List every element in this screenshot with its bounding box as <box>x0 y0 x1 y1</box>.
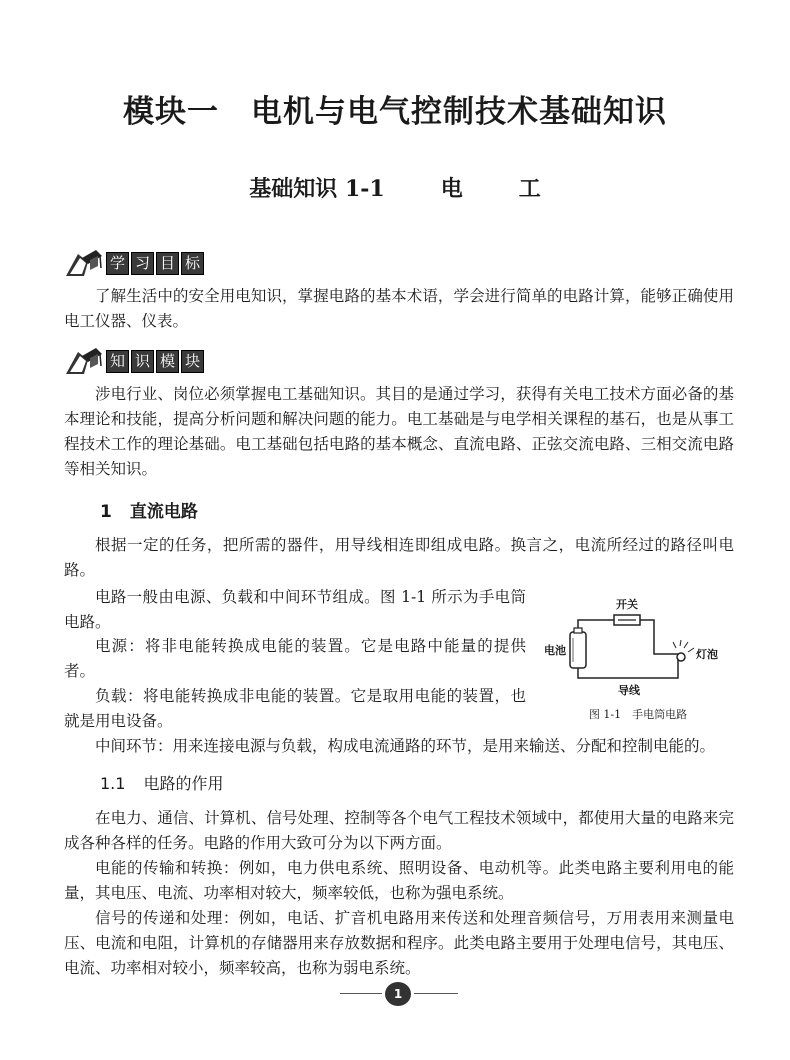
label-switch: 开关 <box>616 598 638 611</box>
dc-composition-paragraph: 电路一般由电源、负载和中间环节组成。图 1-1 所示为手电筒电路。 <box>64 588 526 631</box>
label-wire: 导线 <box>618 684 640 697</box>
badge-char: 块 <box>181 350 204 373</box>
badge-char: 标 <box>181 252 204 275</box>
badge-knowledge-module <box>64 346 206 376</box>
footer-rule-left <box>340 993 382 994</box>
heading-number: 1 <box>100 502 112 522</box>
figure-caption <box>538 706 738 722</box>
dc-source-paragraph: 电源：将非电能转换成电能的装置。它是电路中能量的提供者。 <box>64 637 526 680</box>
figure-flashlight-circuit <box>538 590 738 730</box>
book-cap-icon <box>64 248 104 278</box>
footer-rule-right <box>414 993 458 994</box>
heading-number: 1.1 <box>100 774 126 793</box>
book-cap-icon <box>64 346 104 376</box>
heading-circuit-role <box>100 771 223 794</box>
badge-char: 学 <box>106 252 129 275</box>
role-intro-paragraph: 在电力、通信、计算机、信号处理、控制等各个电气工程技术领域中，都使用大量的电路来完成各种各样的任务。电路的作用大致可分为以下两方面。 <box>64 809 734 852</box>
section-title <box>0 172 790 203</box>
section-name-b: 工 <box>518 176 541 202</box>
knowledge-paragraph: 涉电行业、岗位必须掌握电工基础知识。其目的是通过学习，获得有关电工技术方面必备的基本理论和技能，提高分析问题和解决问题的能力。电工基础是与电学相关课程的基石，也是从事工程技术工作的理论基础。电工基础包括电路的基本概念、直流电路、正弦交流电路、三相交流电路等相关知识。 <box>64 385 734 478</box>
dc-load-paragraph: 负载：将电能转换成非电能的装置。它是取用电能的装置，也就是用电设备。 <box>64 687 526 730</box>
badge-char: 习 <box>131 252 154 275</box>
module-title: 模块一 电机与电气控制技术基础知识 <box>123 94 667 130</box>
badge-char: 识 <box>131 350 154 373</box>
badge-char: 知 <box>106 350 129 373</box>
dc-intro-paragraph: 根据一定的任务，把所需的器件，用导线相连即组成电路。换言之，电流所经过的路径叫电路。 <box>64 536 734 579</box>
heading-title: 直流电路 <box>129 502 198 522</box>
role-power-paragraph: 电能的传输和转换：例如，电力供电系统、照明设备、电动机等。此类电路主要利用电的能量，其电压、电流、功率相对较大，频率较低，也称为强电系统。 <box>64 859 734 902</box>
heading-dc-circuit <box>100 497 198 522</box>
badge-learning-objectives <box>64 248 206 278</box>
caption-number: 图 1-1 <box>588 708 622 721</box>
battery-symbol <box>570 632 586 668</box>
section-label: 基础知识 1-1 <box>249 176 385 202</box>
role-signal-paragraph: 信号的传递和处理：例如，电话、扩音机电路用来传送和处理音频信号，万用表用来测量电压、电流和电阻，计算机的存储器用来存放数据和程序。此类电路主要用于处理电信号，其电压、电流、功率相对较小，频率较高，也称为弱电系统。 <box>64 909 734 977</box>
badge-char: 目 <box>156 252 179 275</box>
objectives-paragraph: 了解生活中的安全用电知识，掌握电路的基本术语，学会进行简单的电路计算，能够正确使用电工仪器、仪表。 <box>64 287 734 330</box>
dc-middle-paragraph: 中间环节：用来连接电源与负载，构成电流通路的环节，是用来输送、分配和控制电能的。 <box>95 737 716 755</box>
badge-char: 模 <box>156 350 179 373</box>
label-battery: 电池 <box>544 644 566 657</box>
label-bulb: 灯泡 <box>696 648 718 661</box>
caption-text: 手电筒电路 <box>632 708 688 721</box>
heading-title: 电路的作用 <box>143 774 224 793</box>
bulb-symbol <box>677 653 685 661</box>
section-name-a: 电 <box>440 176 463 202</box>
page-number: 1 <box>385 982 411 1006</box>
